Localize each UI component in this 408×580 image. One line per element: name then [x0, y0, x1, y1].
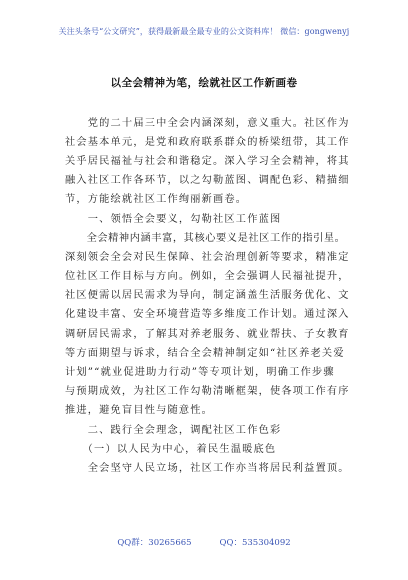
- body-line: 全会坚守人民立场，社区工作亦当将居民利益置顶。: [65, 463, 350, 474]
- body-line: 位社区工作目标与方向。例如，全会强调人民福祉提升，: [65, 271, 350, 282]
- footer-contact: [0, 536, 408, 548]
- body-line: 与预期成效，为社区工作勾勒清晰框架，使各项工作有序: [65, 386, 350, 397]
- body-line: 党的二十届三中全会内涵深刻，意义重大。社区作为: [65, 118, 350, 129]
- footer-qq-group: QQ群：30265665: [117, 538, 192, 548]
- body-line: 化建设丰富、安全环境营造等多维度工作计划。通过深入: [65, 309, 350, 320]
- footer-qq: QQ：535304092: [219, 538, 291, 548]
- section-heading: 一、领悟全会要义，勾勒社区工作蓝图: [65, 214, 282, 225]
- body-line: 调研居民需求，了解其对养老服务、就业帮扶、子女教育: [65, 329, 350, 340]
- subsection-heading: （一）以人民为中心，着民生温暖底色: [65, 444, 277, 455]
- body-line: 等方面期望与诉求，结合全会精神制定如“社区养老关爱: [65, 348, 345, 359]
- header-promo-note: 关注头条号“公文研究”，获得最新最全最专业的公文资料库！ 微信：gongwenyj: [58, 27, 350, 36]
- document-title: 以全会精神为笔，绘就社区工作新画卷: [110, 77, 298, 89]
- body-line: 推进，避免盲目性与随意性。: [65, 405, 214, 416]
- body-line: 全会精神内涵丰富，其核心要义是社区工作的指引星。: [65, 233, 346, 244]
- body-line: 节，方能绘就社区工作绚丽新画卷。: [65, 194, 248, 205]
- body-line: 关乎居民福祉与社会和谐稳定。深入学习全会精神，将其: [65, 156, 350, 167]
- body-line: 深刻领会全会对民生保障、社会治理创新等要求，精准定: [65, 252, 350, 263]
- body-line: 社会基本单元，是党和政府联系群众的桥梁纽带，其工作: [65, 137, 350, 148]
- body-line: 计划”“就业促进助力行动”等专项计划，明确工作步骤: [65, 367, 335, 378]
- body-line: 融入社区工作各环节，以之勾勒蓝图、调配色彩、精描细: [65, 175, 350, 186]
- section-heading: 二、践行全会理念，调配社区工作色彩: [65, 425, 282, 436]
- body-line: 社区便需以居民需求为导向，制定涵盖生活服务优化、文: [65, 290, 350, 301]
